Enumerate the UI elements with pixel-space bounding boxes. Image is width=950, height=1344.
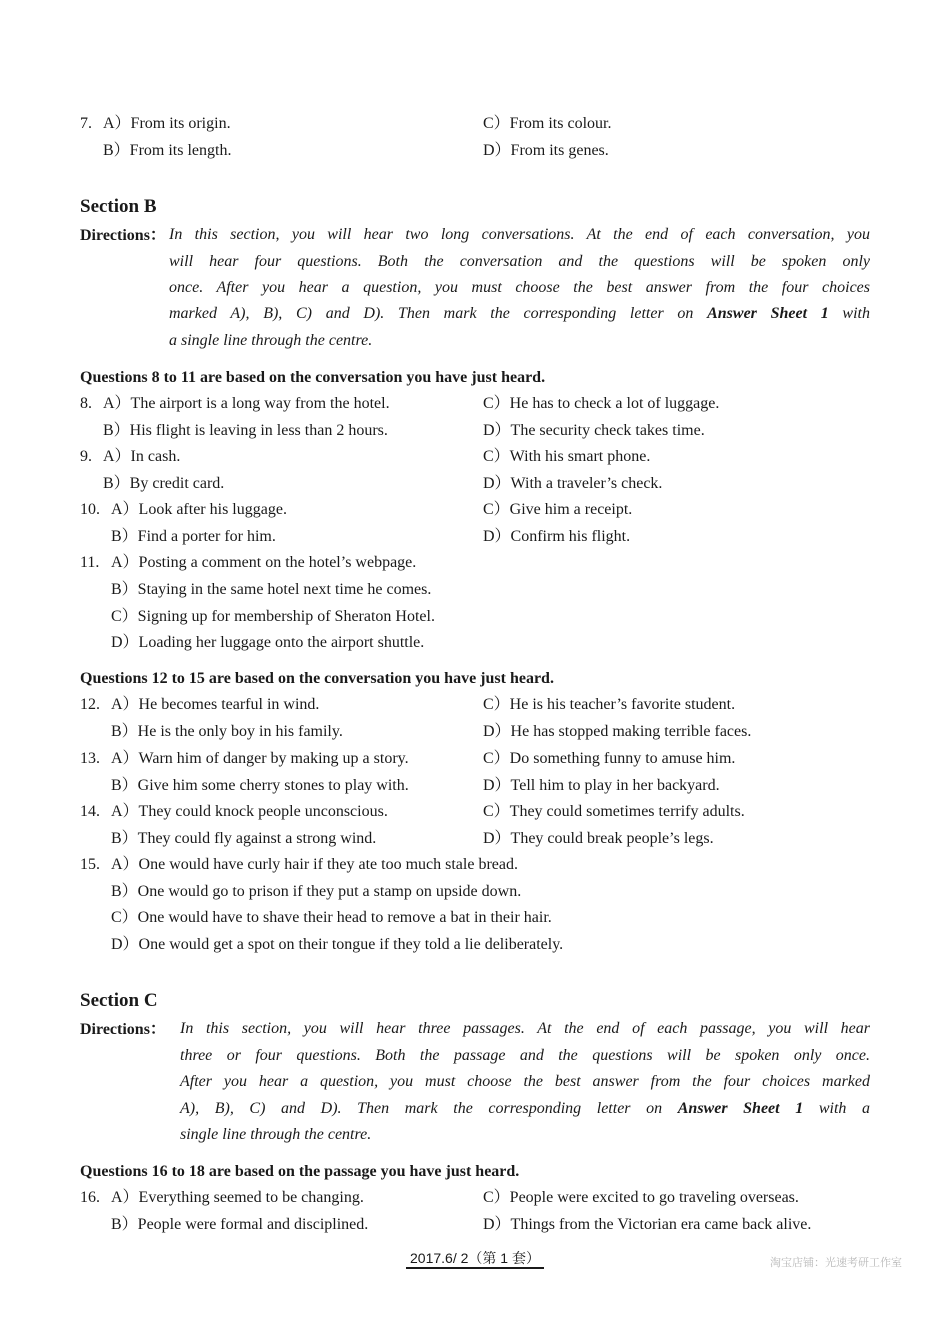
directions-text: A), B), C) and D). Then mark the corresponding letter on xyxy=(180,1100,678,1117)
option-c: C）People were excited to go traveling overseas. xyxy=(483,1189,799,1206)
question-group-heading: Questions 16 to 18 are based on the passage you have just heard. xyxy=(80,1163,520,1180)
option-b: B）Give him some cherry stones to play with. xyxy=(111,777,409,794)
option-d: D）The security check takes time. xyxy=(483,422,705,439)
option-d: D）Tell him to play in her backyard. xyxy=(483,777,720,794)
option-a: A）From its origin. xyxy=(103,115,231,132)
option-c: C）From its colour. xyxy=(483,115,612,132)
option-c: C）He is his teacher’s favorite student. xyxy=(483,696,736,713)
option-b: B）His flight is leaving in less than 2 hours. xyxy=(103,422,388,439)
option-d: D）Things from the Victorian era came back alive. xyxy=(483,1216,812,1233)
question-number: 10. xyxy=(80,501,100,518)
question-number: 7. xyxy=(80,115,92,132)
question-number: 8. xyxy=(80,395,92,412)
question-group-heading: Questions 8 to 11 are based on the conversation you have just heard. xyxy=(80,369,546,386)
directions-line: single line through the centre. xyxy=(180,1126,372,1143)
question-number: 15. xyxy=(80,856,100,873)
option-b: B）He is the only boy in his family. xyxy=(111,723,343,740)
option-a: A）Everything seemed to be changing. xyxy=(111,1189,364,1206)
directions-label: Directions： xyxy=(80,1021,166,1038)
option-b: B）By credit card. xyxy=(103,475,225,492)
option-b: B）From its length. xyxy=(103,142,232,159)
option-d: D）They could break people’s legs. xyxy=(483,830,714,847)
option-c: C）Give him a receipt. xyxy=(483,501,633,518)
directions-line: three or four questions. Both the passage and the questions will be spoken only once. xyxy=(180,1047,870,1064)
directions-text: with xyxy=(828,305,870,322)
option-a: A）In cash. xyxy=(103,448,181,465)
section-b-title: Section B xyxy=(80,196,157,217)
option-a: A）One would have curly hair if they ate too much stale bread. xyxy=(111,856,518,873)
option-a: A）Warn him of danger by making up a story. xyxy=(111,750,409,767)
option-c: C）With his smart phone. xyxy=(483,448,651,465)
option-b: B）Find a porter for him. xyxy=(111,528,276,545)
option-d: D）Loading her luggage onto the airport shuttle. xyxy=(111,634,425,651)
directions-line: In this section, you will hear two long conversations. At the end of each conversation, you xyxy=(169,226,870,243)
directions-line: will hear four questions. Both the conversation and the questions will be spoken only xyxy=(169,253,870,270)
option-a: A）He becomes tearful in wind. xyxy=(111,696,320,713)
option-b: B）One would go to prison if they put a stamp on upside down. xyxy=(111,883,522,900)
option-c: C）He has to check a lot of luggage. xyxy=(483,395,720,412)
answer-sheet-ref: Answer Sheet 1 xyxy=(707,305,829,322)
option-b: B）Staying in the same hotel next time he comes. xyxy=(111,581,432,598)
option-a: A）The airport is a long way from the hotel. xyxy=(103,395,390,412)
directions-text: marked A), B), C) and D). Then mark the corresponding letter on xyxy=(169,305,708,322)
directions-line xyxy=(180,1100,870,1118)
option-d: D）With a traveler’s check. xyxy=(483,475,663,492)
directions-line xyxy=(169,305,870,323)
option-d: D）From its genes. xyxy=(483,142,609,159)
directions-line: a single line through the centre. xyxy=(169,332,373,349)
directions-text: with a xyxy=(803,1100,871,1117)
option-b: B）People were formal and disciplined. xyxy=(111,1216,369,1233)
question-number: 9. xyxy=(80,448,92,465)
option-b: B）They could fly against a strong wind. xyxy=(111,830,377,847)
option-c: C）One would have to shave their head to remove a bat in their hair. xyxy=(111,909,552,926)
option-c: C）Do something funny to amuse him. xyxy=(483,750,736,767)
directions-label: Directions： xyxy=(80,227,166,244)
watermark: 淘宝店铺：光速考研工作室 xyxy=(770,1256,902,1269)
question-number: 14. xyxy=(80,803,100,820)
option-d: D）He has stopped making terrible faces. xyxy=(483,723,752,740)
question-number: 13. xyxy=(80,750,100,767)
option-c: C）They could sometimes terrify adults. xyxy=(483,803,745,820)
option-a: A）Posting a comment on the hotel’s webpage. xyxy=(111,554,417,571)
answer-sheet-ref: Answer Sheet 1 xyxy=(677,1100,804,1117)
option-a: A）They could knock people unconscious. xyxy=(111,803,388,820)
option-d: D）Confirm his flight. xyxy=(483,528,631,545)
section-c-title: Section C xyxy=(80,990,158,1011)
question-number: 11. xyxy=(80,554,100,571)
option-c: C）Signing up for membership of Sheraton Hotel. xyxy=(111,608,435,625)
directions-line: In this section, you will hear three passages. At the end of each passage, you will hear xyxy=(180,1020,870,1037)
question-number: 16. xyxy=(80,1189,100,1206)
directions-line: once. After you hear a question, you must choose the best answer from the four choices xyxy=(169,279,870,296)
directions-line: After you hear a question, you must choose the best answer from the four choices marked xyxy=(180,1073,870,1090)
option-d: D）One would get a spot on their tongue if they told a lie deliberately. xyxy=(111,936,564,953)
question-number: 12. xyxy=(80,696,100,713)
option-a: A）Look after his luggage. xyxy=(111,501,287,518)
question-group-heading: Questions 12 to 15 are based on the conversation you have just heard. xyxy=(80,670,554,687)
page-number: 2017.6/ 2（第 1 套） xyxy=(406,1250,544,1269)
